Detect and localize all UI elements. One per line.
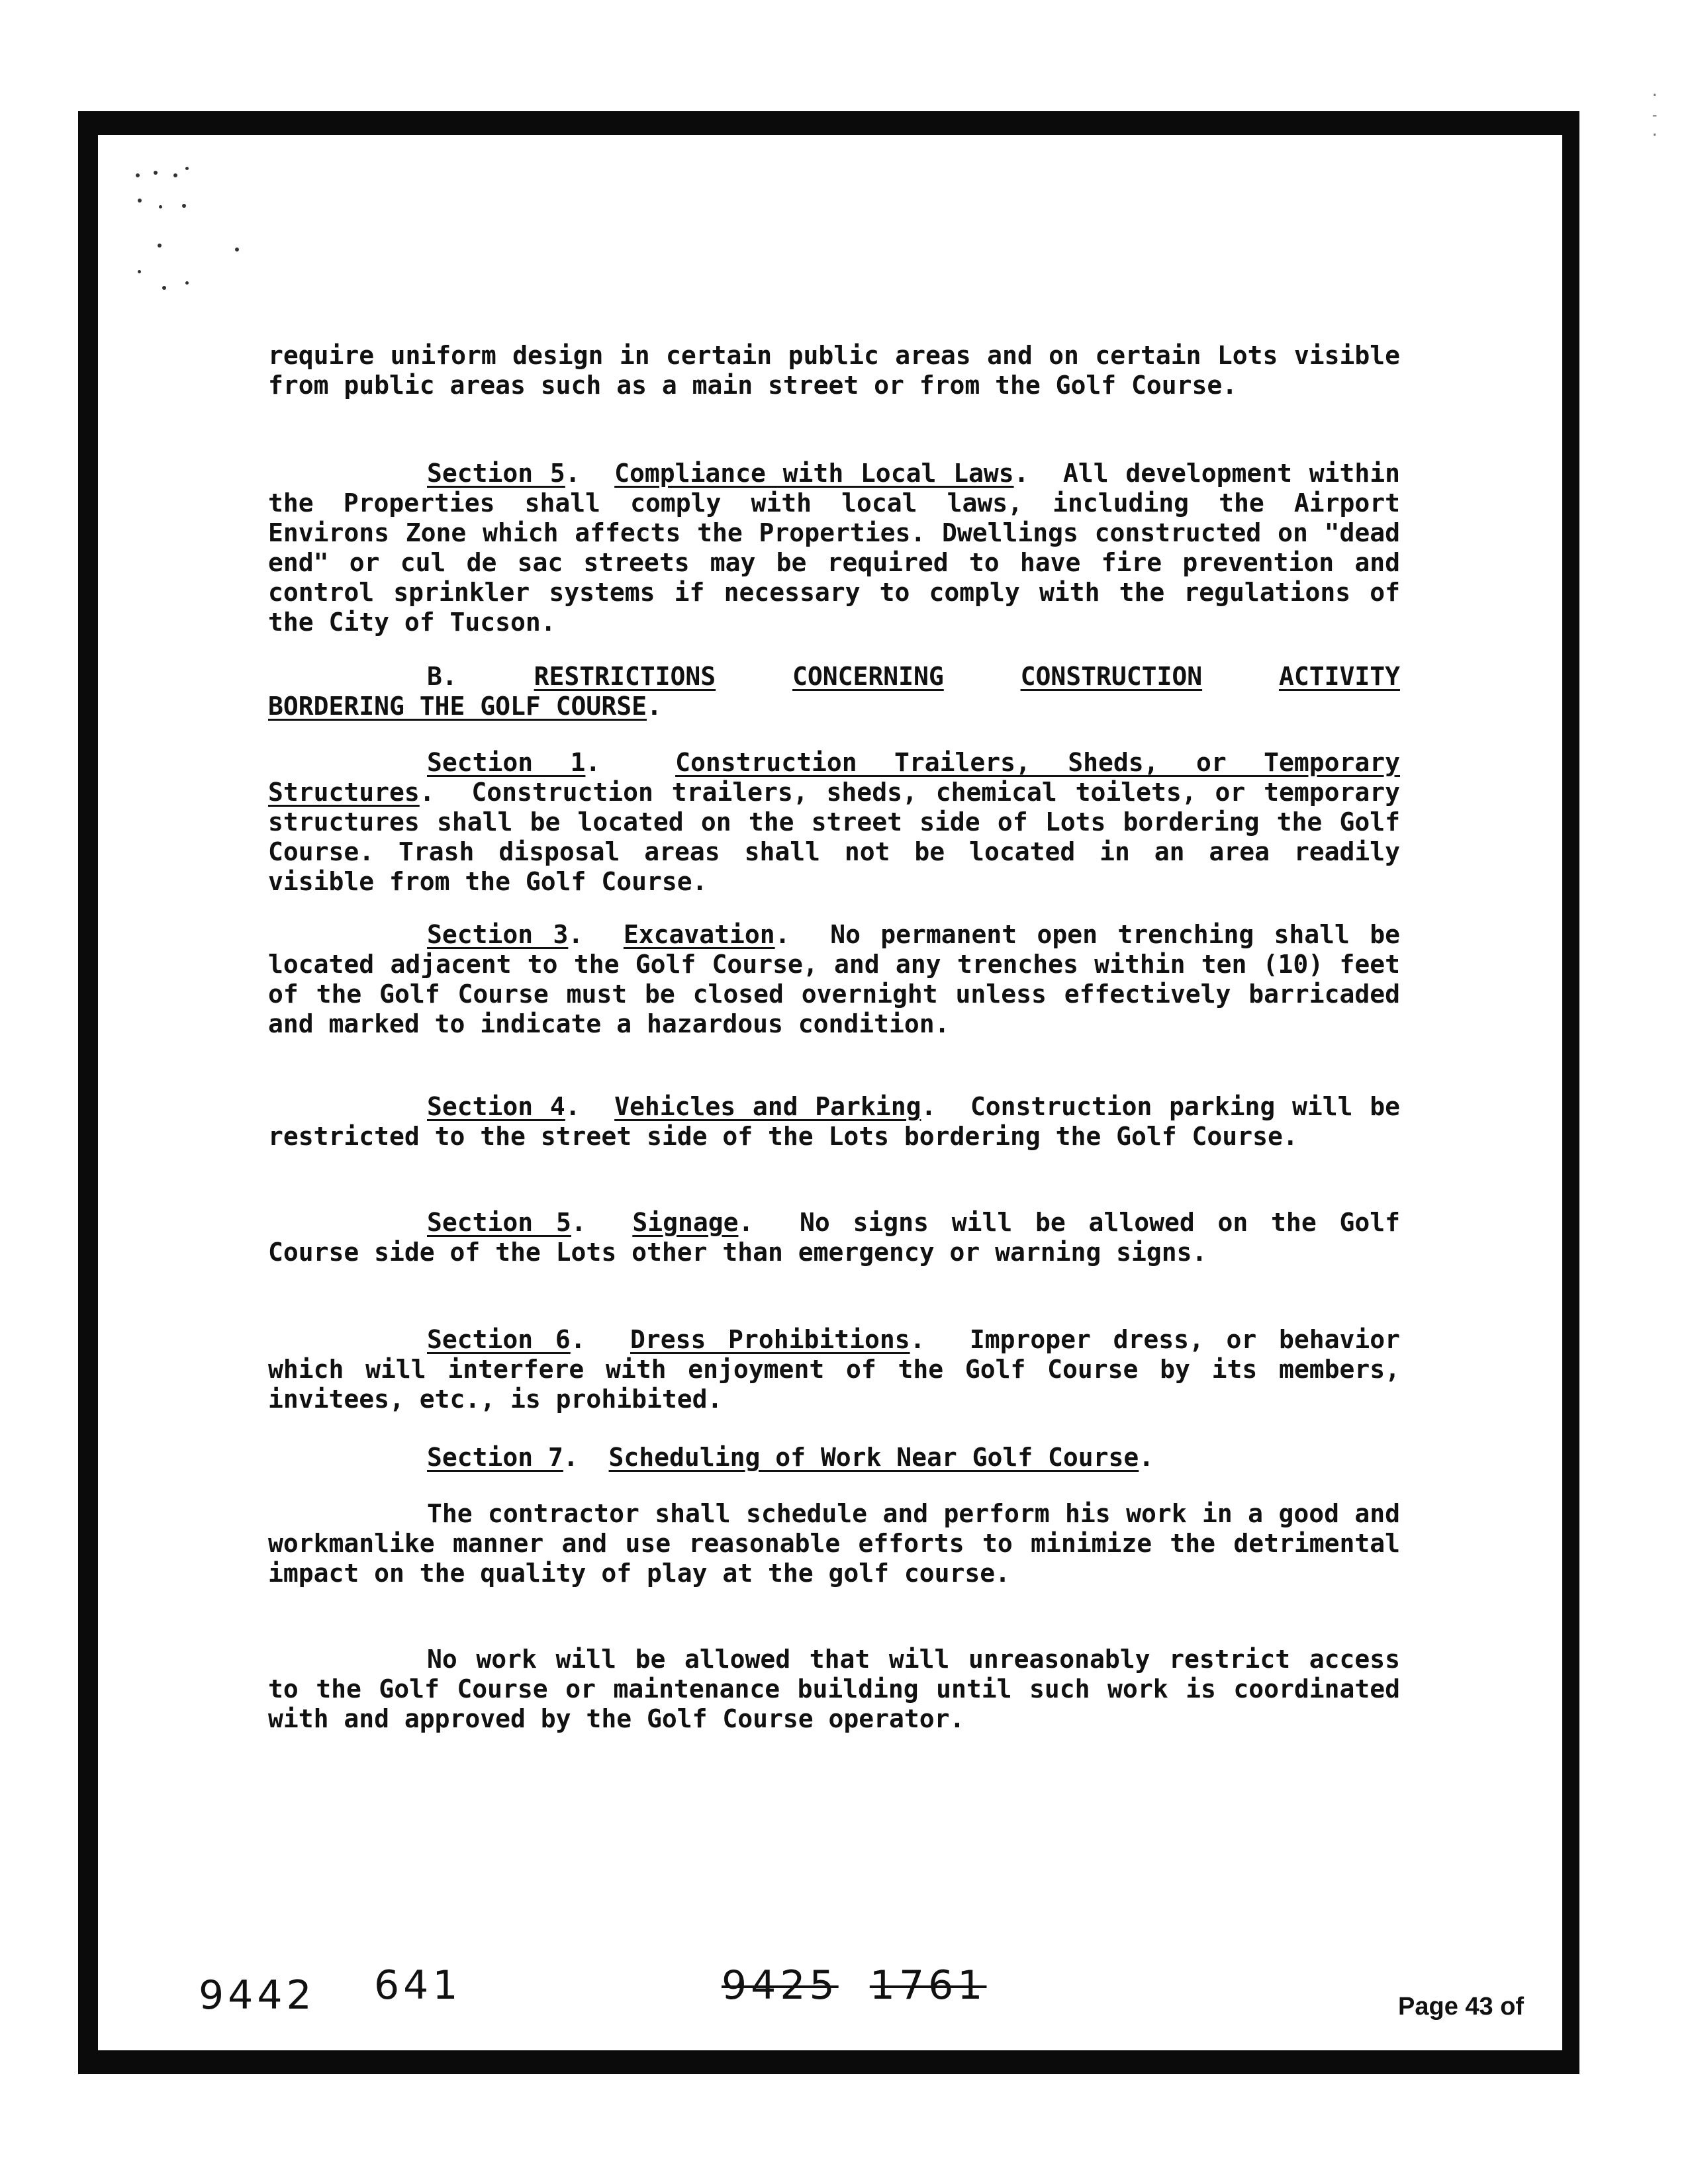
scan-speck [136,173,140,177]
heading-b-word: ACTIVITY [1278,662,1400,691]
scan-speck [159,205,162,208]
scan-speck [185,167,189,170]
section-body: Construction parking will be restricted to the street side of the Lots bordering the Golf Course. [268,1092,1401,1151]
heading-b-word: RESTRICTIONS [534,662,716,691]
struck-reference [722,1962,986,2009]
section-label: Section 7 [427,1443,563,1472]
section-4-vehicles: Section 4. Vehicles and Parking. Construction parking will be restricted to the street side of the Lots bordering the Golf Course. [268,1092,1401,1151]
heading-b-letter: B. [427,662,457,691]
paragraph-contractor [268,1499,1400,1588]
paragraph-text: require uniform design in certain public areas and on certain Lots visible from public areas such as a main street or from the Golf Course. [268,341,1400,400]
struck-book: 9425 [722,1962,839,2009]
section-title: Construction Trailers, Sheds, or Temporary Structures [268,748,1400,807]
scan-speck [235,248,239,251]
section-label: Section 1 [427,748,586,777]
heading-b-word: CONCERNING [792,662,944,691]
section-label: Section 5 [427,1208,571,1237]
heading-b-line2: BORDERING THE GOLF COURSE [268,692,647,721]
struck-page: 1761 [869,1962,987,2009]
heading-b: B. RESTRICTIONS CONCERNING CONSTRUCTION ACTIVITY BORDERING THE GOLF COURSE. [268,662,1400,721]
edge-marks: · - · [1650,87,1660,144]
section-title: Vehicles and Parking [614,1092,921,1121]
section-body: All development within the Properties shall comply with local laws, including the Airport Environs Zone which affects the Properties. Dwellings constructed on "dead end" or cul de sac streets may be required to have fire prevention and control sprinkler systems if necessary to comply with the regulations of the City of Tucson. [268,459,1401,637]
page-number-handwritten: 641 [374,1962,462,2009]
scan-speck [138,270,141,273]
section-title: Compliance with Local Laws [614,459,1014,488]
section-title: Scheduling of Work Near Golf Course [608,1443,1139,1472]
scan-speck [185,281,189,285]
section-label: Section 3 [427,920,569,949]
section-body: No permanent open trenching shall be located adjacent to the Golf Course, and any trenches within ten (10) feet of the Golf Course must be closed overnight unless effectively barricaded and marked to indicate a hazardous condition. [268,920,1401,1038]
paragraph-text: The contractor shall schedule and perform his work in a good and workmanlike manner and use reasonable efforts to minimize the detrimental impact on the quality of play at the golf course. [268,1499,1400,1588]
section-title: Excavation [623,920,775,949]
paragraph-text: No work will be allowed that will unreasonably restrict access to the Golf Course or maintenance building until such work is coordinated with and approved by the Golf Course operator. [268,1645,1400,1733]
section-label: Section 4 [427,1092,565,1121]
section-1-trailers: Section 1. Construction Trailers, Sheds, or Temporary Structures. Construction trailers, sheds, chemical toilets, or temporary structures shall be located on the street side of Lots bordering the Golf Course. Trash disposal areas shall not be located in an area readily visible from the Golf Course. [268,748,1400,896]
section-5-compliance: Section 5. Compliance with Local Laws. All development within the Properties shall comply with local laws, including the Airport Environs Zone which affects the Properties. Dwellings constructed on "dead end" or cul de sac streets may be required to have fire prevention and control sprinkler systems if necessary to comply with the regulations of the City of Tucson. [268,459,1401,637]
scan-speck [182,204,186,208]
section-label: Section 6 [427,1325,571,1354]
section-body: Improper dress, or behavior which will interfere with enjoyment of the Golf Course by its members, invitees, etc., is prohibited. [268,1325,1401,1414]
section-title: Signage [632,1208,739,1237]
section-7-scheduling: Section 7. Scheduling of Work Near Golf Course. [427,1443,1154,1472]
section-label: Section 5 [427,459,565,488]
section-3-excavation: Section 3. Excavation. No permanent open trenching shall be located adjacent to the Golf Course, and any trenches within ten (10) feet of the Golf Course must be closed overnight unless effectively barricaded and marked to indicate a hazardous condition. [268,920,1401,1038]
paragraph-no-work [268,1645,1400,1734]
section-body: Construction trailers, sheds, chemical toilets, or temporary structures shall be located on the street side of Lots bordering the Golf Course. Trash disposal areas shall not be located in an area readily visible from the Golf Course. [268,778,1400,896]
section-6-dress: Section 6. Dress Prohibitions. Improper dress, or behavior which will interfere with enjoyment of the Golf Course by its members, invitees, etc., is prohibited. [268,1325,1401,1414]
section-5-signage: Section 5. Signage. No signs will be allowed on the Golf Course side of the Lots other than emergency or warning signs. [268,1208,1401,1267]
scan-speck [154,171,158,175]
scan-speck [162,286,166,290]
section-body: No signs will be allowed on the Golf Course side of the Lots other than emergency or warning signs. [268,1208,1401,1267]
paragraph-uniform-design [268,341,1400,400]
scan-speck [138,199,142,203]
book-number: 9442 [199,1972,316,2019]
page-label: Page 43 of [1398,1993,1524,2021]
scan-speck [173,173,177,177]
scan-speck [158,244,162,248]
heading-b-word: CONSTRUCTION [1020,662,1203,691]
section-title: Dress Prohibitions [630,1325,910,1354]
